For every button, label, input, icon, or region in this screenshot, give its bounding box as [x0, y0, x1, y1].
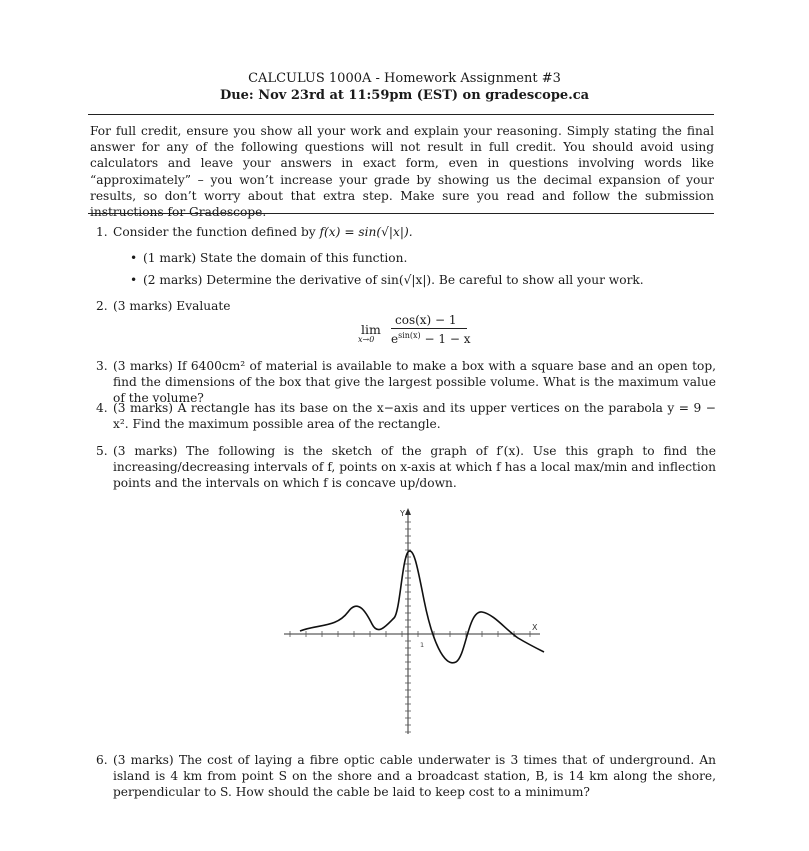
question-4: [96, 400, 716, 432]
instructions-paragraph: For full credit, ensure you show all your work and explain your reasoning. Simply stating the final answer for any of the following questions will not result in full credit. You should avoid using calculators and leave your answers in exact form, even in questions involving words like “approximately” – you won’t increase your grade by showing us the decimal expansion of your results, so don’t worry about that extra step. Make sure you read and follow the submission instructions for Gradescope.: [90, 124, 714, 220]
denominator-exponent: sin(x): [398, 331, 421, 340]
question-number: 1.: [96, 225, 108, 239]
question-6: [96, 752, 716, 800]
denominator-base: e: [391, 332, 399, 346]
question-text: (3 marks) The following is the sketch of the graph of f′(x). Use this graph to find the increasing/decreasing intervals of f, points on x-axis at which f has a local max/min and inflection points and the intervals on which f is concave up/down.: [113, 444, 716, 490]
question-text: (3 marks) The cost of laying a fibre optic cable underwater is 3 times that of underground. An island is 4 km from point S on the shore and a broadcast station, B, is 14 km along the shore, perpendicular to S. How should the cable be laid to keep cost to a minimum?: [113, 753, 716, 799]
bullet-text: (2 marks) Determine the derivative of sin(√|x|). Be careful to show all your work.: [143, 273, 644, 287]
question-2: [96, 298, 716, 314]
question-text: (3 marks) Evaluate: [113, 299, 231, 313]
bullet-icon: •: [130, 273, 138, 287]
question-number: 2.: [96, 299, 108, 313]
bullet-text: (1 mark) State the domain of this function.: [143, 251, 408, 265]
question-number: 5.: [96, 444, 108, 458]
bullet-icon: •: [130, 251, 138, 265]
limit-denominator: [391, 331, 470, 346]
question-1-bullet-2: [130, 272, 644, 288]
question-number: 3.: [96, 359, 108, 373]
limit-expression: [358, 313, 478, 349]
question-number: 6.: [96, 753, 108, 767]
denominator-rest: − 1 − x: [420, 332, 471, 346]
y-axis-arrow: [405, 508, 411, 515]
y-axis-label: Y: [400, 509, 405, 518]
question-3: [96, 358, 716, 406]
question-text: (3 marks) If 6400cm² of material is available to make a box with a square base and an open top, find the dimensions of the box that give the largest possible volume. What is the maximum value of the volume?: [113, 359, 716, 405]
limit-numerator: cos(x) − 1: [395, 313, 457, 327]
limit-operator: lim: [361, 322, 381, 337]
question-text: Consider the function defined by: [113, 225, 320, 239]
question-1-bullet-1: [130, 250, 407, 266]
document-title: CALCULUS 1000A - Homework Assignment #3: [248, 71, 561, 86]
document-header: [0, 70, 809, 104]
x-tick-label-1: 1: [420, 641, 425, 649]
top-divider: [88, 114, 714, 115]
limit-subscript: x→0: [358, 335, 375, 344]
x-axis-label: X: [532, 623, 538, 632]
derivative-graph: [278, 500, 550, 744]
function-formula: f(x) = sin(√|x|).: [319, 225, 413, 239]
question-1: [96, 224, 716, 240]
question-number: 4.: [96, 401, 108, 415]
bottom-divider: [88, 213, 714, 214]
due-date: Due: Nov 23rd at 11:59pm (EST) on gradescope.ca: [219, 88, 590, 103]
question-5: [96, 443, 716, 491]
fraction-bar: [391, 328, 467, 329]
question-text: (3 marks) A rectangle has its base on the x−axis and its upper vertices on the parabola y = 9 − x². Find the maximum possible area of the rectangle.: [113, 401, 716, 431]
